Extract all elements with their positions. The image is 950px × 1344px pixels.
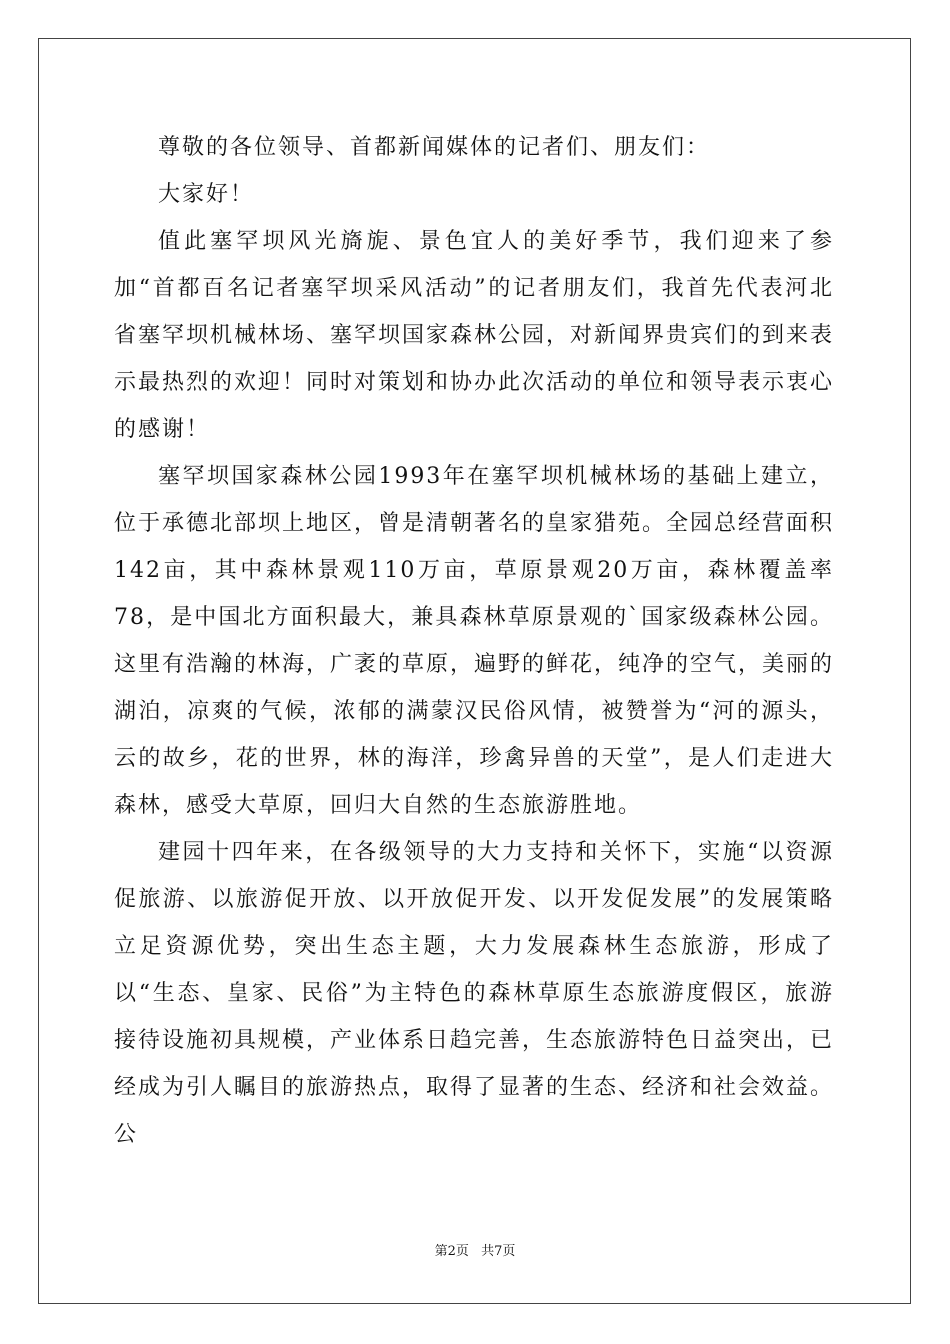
page-total: 共7页 — [481, 1244, 516, 1259]
paragraph-greeting: 大家好！ — [158, 182, 255, 207]
paragraph-salutation: 尊敬的各位领导、首都新闻媒体的记者们、朋友们： — [158, 135, 711, 160]
paragraph-park-intro: 塞罕坝国家森林公园1993年在塞罕坝机械林场的基础上建立，位于承德北部坝上地区，曾是清朝著名的皇家猎苑。全园总经营面积142亩，其中森林景观110万亩，草原景观20万亩，森林覆盖率78，是中国北方面积最大，兼具森林草原景观的`国家级森林公园。这里有浩瀚的林海，广袤的草原，遍野的鲜花，纯净的空气，美丽的湖泊，凉爽的气候，浓郁的满蒙汉民俗风情，被赞誉为“河的源头，云的故乡，花的世界，林的海洋，珍禽异兽的天堂”，是人们走进大森林，感受大草原，回归大自然的生态旅游胜地。 — [114, 464, 835, 818]
document-body — [114, 124, 834, 1158]
paragraph-welcome: 值此塞罕坝风光旖旎、景色宜人的美好季节，我们迎来了参加“首都百名记者塞罕坝采风活动”的记者朋友们，我首先代表河北省塞罕坝机械林场、塞罕坝国家森林公园，对新闻界贵宾们的到来表示最热烈的欢迎！同时对策划和协办此次活动的单位和领导表示衷心的感谢！ — [114, 229, 835, 442]
page-footer — [0, 1240, 950, 1259]
paragraph-development: 建园十四年来，在各级领导的大力支持和关怀下，实施“以资源促旅游、以旅游促开放、以开放促开发、以开发促发展”的发展策略立足资源优势，突出生态主题，大力发展森林生态旅游，形成了以“生态、皇家、民俗”为主特色的森林草原生态旅游度假区，旅游接待设施初具规模，产业体系日趋完善，生态旅游特色日益突出，已经成为引人瞩目的旅游热点，取得了显著的生态、经济和社会效益。公 — [114, 840, 835, 1147]
page-number: 第2页 — [434, 1244, 469, 1259]
